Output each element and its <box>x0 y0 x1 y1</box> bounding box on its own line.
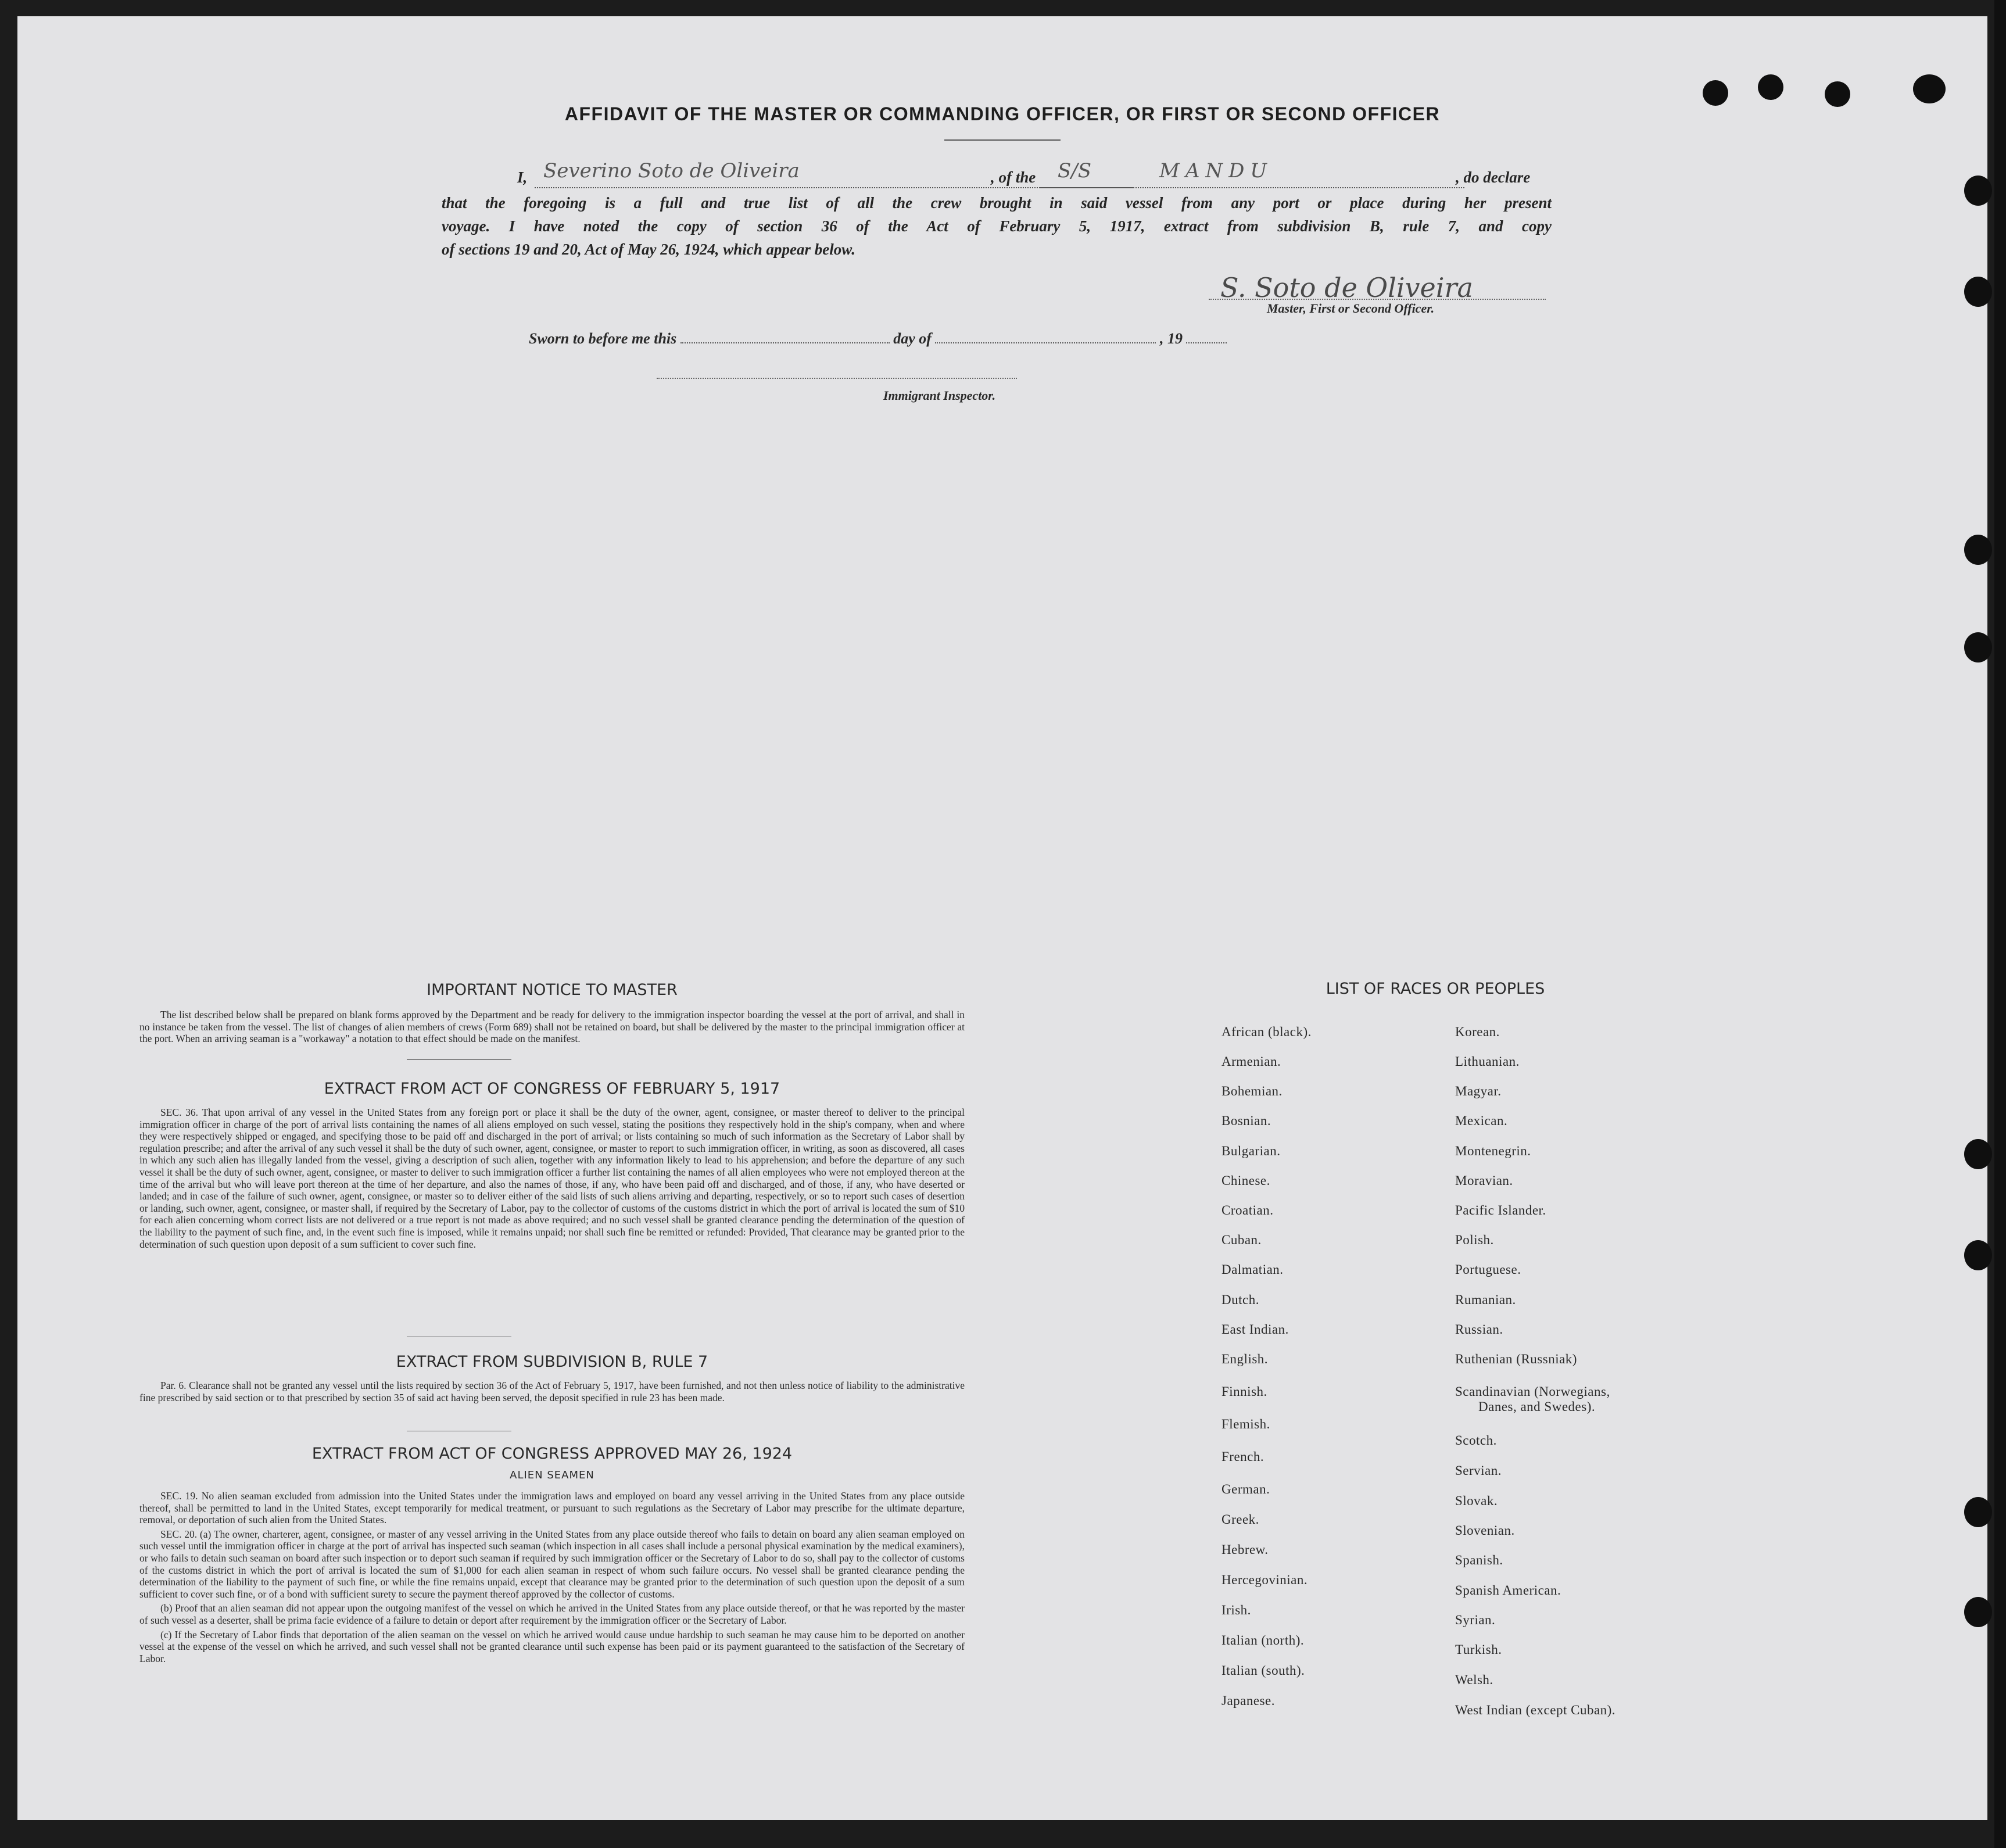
affidavit-title: AFFIDAVIT OF THE MASTER OR COMMANDING OFFICER, OR FIRST OR SECOND OFFICER <box>564 103 1441 124</box>
punch-hole <box>1913 74 1946 103</box>
race-item: Magyar. <box>1455 1084 1502 1098</box>
race-item: Portuguese. <box>1455 1262 1521 1277</box>
race-item: Hercegovinian. <box>1221 1573 1308 1587</box>
extract-rule7-text <box>139 1380 965 1403</box>
race-item: Russian. <box>1455 1322 1503 1337</box>
sworn-line <box>529 330 1227 348</box>
race-item: Irish. <box>1221 1603 1251 1617</box>
punch-hole <box>1964 535 1992 565</box>
race-item: German. <box>1221 1482 1270 1496</box>
race-item: Ruthenian (Russniak) <box>1455 1352 1577 1366</box>
race-item: Turkish. <box>1455 1642 1502 1657</box>
vessel-name-handwritten: MANDU <box>1159 159 1273 182</box>
year-label: , 19 <box>1159 330 1183 347</box>
punch-hole <box>1758 74 1783 100</box>
vessel-prefix-handwritten: S/S <box>1058 159 1092 182</box>
race-item: Italian (north). <box>1221 1633 1305 1648</box>
race-item: East Indian. <box>1221 1322 1289 1337</box>
of-the-label: , of the <box>991 169 1036 186</box>
sworn-day-field <box>680 331 890 343</box>
race-item: Servian. <box>1455 1463 1502 1478</box>
race-item: Montenegrin. <box>1455 1144 1531 1158</box>
punch-hole <box>1964 1597 1992 1627</box>
race-item: Spanish. <box>1455 1553 1503 1567</box>
extract-1924-title: EXTRACT FROM ACT OF CONGRESS APPROVED MAY 26, 1924 <box>311 1445 793 1463</box>
extract-rule7-title: EXTRACT FROM SUBDIVISION B, RULE 7 <box>396 1353 708 1371</box>
race-item: Rumanian. <box>1455 1292 1516 1307</box>
affidavit-body <box>442 159 1552 285</box>
race-item: French. <box>1221 1449 1265 1464</box>
punch-hole <box>1964 1497 1992 1527</box>
inspector-signature-line <box>657 378 1017 379</box>
race-item: Slovenian. <box>1455 1523 1515 1538</box>
race-item: Italian (south). <box>1221 1663 1305 1678</box>
race-item: Mexican. <box>1455 1113 1508 1128</box>
divider <box>407 1059 511 1060</box>
punch-hole <box>1964 632 1992 662</box>
scan-edge <box>1994 0 2006 1848</box>
signature-line <box>1209 299 1546 300</box>
i-label: I, <box>517 169 528 186</box>
race-item-continuation: Danes, and Swedes). <box>1478 1399 1596 1414</box>
extract-1917-title: EXTRACT FROM ACT OF CONGRESS OF FEBRUARY 5, 1917 <box>324 1080 780 1098</box>
punch-hole <box>1964 277 1992 307</box>
race-item: Scotch. <box>1455 1433 1497 1448</box>
affidavit-line-3: voyage. I have noted the copy of section 36 of the Act of February 5, 1917, extract from subdivision B, rule 7, and copy <box>442 217 1552 235</box>
race-item: Cuban. <box>1221 1233 1262 1247</box>
alien-seamen-subtitle: ALIEN SEAMEN <box>510 1469 594 1481</box>
sec-19-paragraph: SEC. 19. No alien seaman excluded from admission into the United States under the immigration laws and employed on board any vessel arriving in the United States from any place outside thereof, shall be permitted to land in the United States, except temporarily for medical treatment, or pursuant to such regulations as the Secretary of Labor may prescribe for the ultimate departure, removal, or deportation of such alien from the United States. <box>139 1490 965 1526</box>
race-item: Spanish American. <box>1455 1583 1561 1598</box>
race-item: Welsh. <box>1455 1672 1493 1687</box>
race-item: Korean. <box>1455 1025 1500 1039</box>
officer-signature: S. Soto de Oliveira <box>1220 272 1473 303</box>
day-of-label: day of <box>893 330 932 347</box>
title-divider <box>944 139 1061 141</box>
race-item: Pacific Islander. <box>1455 1203 1546 1217</box>
race-item: Croatian. <box>1221 1203 1274 1217</box>
punch-hole <box>1964 1139 1992 1169</box>
punch-hole <box>1703 80 1728 106</box>
sworn-label: Sworn to before me this <box>529 330 677 347</box>
race-item: West Indian (except Cuban). <box>1455 1703 1616 1717</box>
race-item: Hebrew. <box>1221 1542 1269 1557</box>
sworn-month-field <box>935 331 1156 343</box>
extract-1924-text <box>139 1490 965 1664</box>
declare-label: , do declare <box>1456 169 1531 186</box>
inspector-caption: Immigrant Inspector. <box>883 388 996 403</box>
vessel-field-line <box>1040 176 1464 188</box>
affidavit-line-4: of sections 19 and 20, Act of May 26, 1924, which appear below. <box>442 241 855 258</box>
race-item: Scandinavian (Norwegians, <box>1455 1384 1610 1399</box>
race-item: Japanese. <box>1221 1693 1275 1708</box>
sec-20a-paragraph: SEC. 20. (a) The owner, charterer, agent, consignee, or master of any vessel arriving in the United States from any place outside thereof who fails to detain on board any alien seaman employed on such vessel until the immigration officer in charge at the port of arrival has inspected such seaman (which inspection in all cases shall include a personal physical examination by the medical examiners), or who fails to detain such seaman on board after such inspection or to deport such seaman if required by such immigration officer or the Secretary of Labor to do so, shall pay to the collector of customs of the customs district in which the port of arrival is located the sum of $1,000 for each alien seaman in respect of whom such failure occurs. No vessel shall be granted clearance pending the determination of the liability to the payment of such fine, or while the fine remains unpaid, except that clearance may be granted prior to the determination of such question upon the deposit of a sum sufficient to cover such fine, or of a bond with sufficient surety to secure the payment thereof approved by the collector of customs. <box>139 1528 965 1600</box>
punch-hole <box>1964 1240 1992 1270</box>
extract-1917-text <box>139 1106 965 1250</box>
race-item: African (black). <box>1221 1025 1312 1039</box>
document-sheet <box>17 16 1987 1820</box>
races-title: LIST OF RACES OR PEOPLES <box>1326 980 1545 998</box>
race-item: English. <box>1221 1352 1269 1366</box>
sec-20b-paragraph: (b) Proof that an alien seaman did not appear upon the outgoing manifest of the vessel on which he arrived in the United States from any place outside thereof, or that he was reported by the master of such vessel as a deserter, shall be prima facie evidence of a failure to detain or deport after requirement by the immigration officer or the Secretary of Labor. <box>139 1602 965 1626</box>
race-item: Chinese. <box>1221 1173 1270 1188</box>
race-item: Bosnian. <box>1221 1113 1271 1128</box>
race-item: Finnish. <box>1221 1384 1267 1399</box>
signer-caption: Master, First or Second Officer. <box>1267 301 1435 316</box>
race-item: Bohemian. <box>1221 1084 1283 1098</box>
punch-hole <box>1964 176 1992 206</box>
race-item: Slovak. <box>1455 1494 1498 1508</box>
sec-36-paragraph: SEC. 36. That upon arrival of any vessel in the United States from any foreign port or place it shall be the duty of the owner, agent, consignee, or master thereof to deliver to the principal immigration officer in charge of the port of arrival lists containing the names of all aliens employed on such vessel, stating the positions they respectively hold in the ship's company, when and where they were respectively shipped or engaged, and specifying those to be paid off and discharged in the port of arrival; or lists containing so much of such information as the Secretary of Labor shall by regulation prescribe; and after the arrival of any such vessel it shall be the duty of such owner, agent, consignee, or master to report to such immigration officer, in writing, as soon as discovered, all cases in which any such alien has illegally landed from the vessel, giving a description of such alien, together with any information likely to lead to his apprehension; and before the departure of any such vessel it shall be the duty of such owner, agent, consignee, or master to deliver to such immigration officer a further list containing the names of all alien employees who were not employed thereon at the time of the arrival but who will leave port thereon at the time of her departure, and also the names of those, if any, who have been paid off and discharged, and of those, if any, who have deserted or landed; and in case of the failure of such owner, agent, consignee, or master so to deliver either of the said lists of such aliens arriving and departing, respectively, or so to report such cases of desertion or landing, such owner, agent, consignee, or master shall, if required by the Secretary of Labor, pay to the collector of customs of the customs district in which the port of arrival is located the sum of $10 for each alien concerning whom correct lists are not delivered or a true report is not made as above required; and no such vessel shall be granted clearance pending the determination of the question of the liability to the payment of such fine, and, in the event such fine is imposed, while it remains unpaid; nor shall such fine be remitted or refunded: Provided, That clearance may be granted prior to the determination of such question upon deposit of a sum sufficient to cover such fine. <box>139 1106 965 1250</box>
notice-text <box>139 1009 965 1045</box>
sworn-year-field <box>1186 331 1227 343</box>
race-item: Bulgarian. <box>1221 1144 1281 1158</box>
notice-title: IMPORTANT NOTICE TO MASTER <box>427 981 678 999</box>
affidavit-line-2: that the foregoing is a full and true list of all the crew brought in said vessel from any port or place during her present <box>442 194 1552 212</box>
master-name-handwritten: Severino Soto de Oliveira <box>543 159 800 182</box>
race-item: Syrian. <box>1455 1613 1496 1627</box>
race-item: Dutch. <box>1221 1292 1259 1307</box>
notice-paragraph: The list described below shall be prepared on blank forms approved by the Department and be ready for delivery to the immigration inspector boarding the vessel at the port of arrival, and shall in no instance be taken from the vessel. The list of changes of alien members of crews (Form 689) shall not be retained on board, but shall be delivered by the master to the principal immigration officer at the port. When an arriving seaman is a "workaway" a notation to that effect should be made on the manifest. <box>139 1009 965 1045</box>
par-6-paragraph: Par. 6. Clearance shall not be granted any vessel until the lists required by section 36 of the Act of February 5, 1917, have been furnished, and not then unless notice of liability to the administrative fine prescribed by said section or to that prescribed by section 35 of said act having been served, the deposit specified in rule 23 has been made. <box>139 1380 965 1403</box>
race-item: Dalmatian. <box>1221 1262 1284 1277</box>
race-item: Armenian. <box>1221 1054 1281 1069</box>
race-item: Greek. <box>1221 1512 1259 1527</box>
race-item: Lithuanian. <box>1455 1054 1520 1069</box>
sec-20c-paragraph: (c) If the Secretary of Labor finds that deportation of the alien seaman on the vessel on which he arrived would cause undue hardship to such seaman he may cause him to be deported on another vessel at the expense of the vessel on which he arrived, and such vessel shall not be granted clearance until such expense has been paid or its payment guaranteed to the satisfaction of the Secretary of Labor. <box>139 1628 965 1664</box>
race-item: Moravian. <box>1455 1173 1513 1188</box>
race-item: Flemish. <box>1221 1417 1270 1431</box>
race-item: Polish. <box>1455 1233 1494 1247</box>
punch-hole <box>1825 81 1850 107</box>
